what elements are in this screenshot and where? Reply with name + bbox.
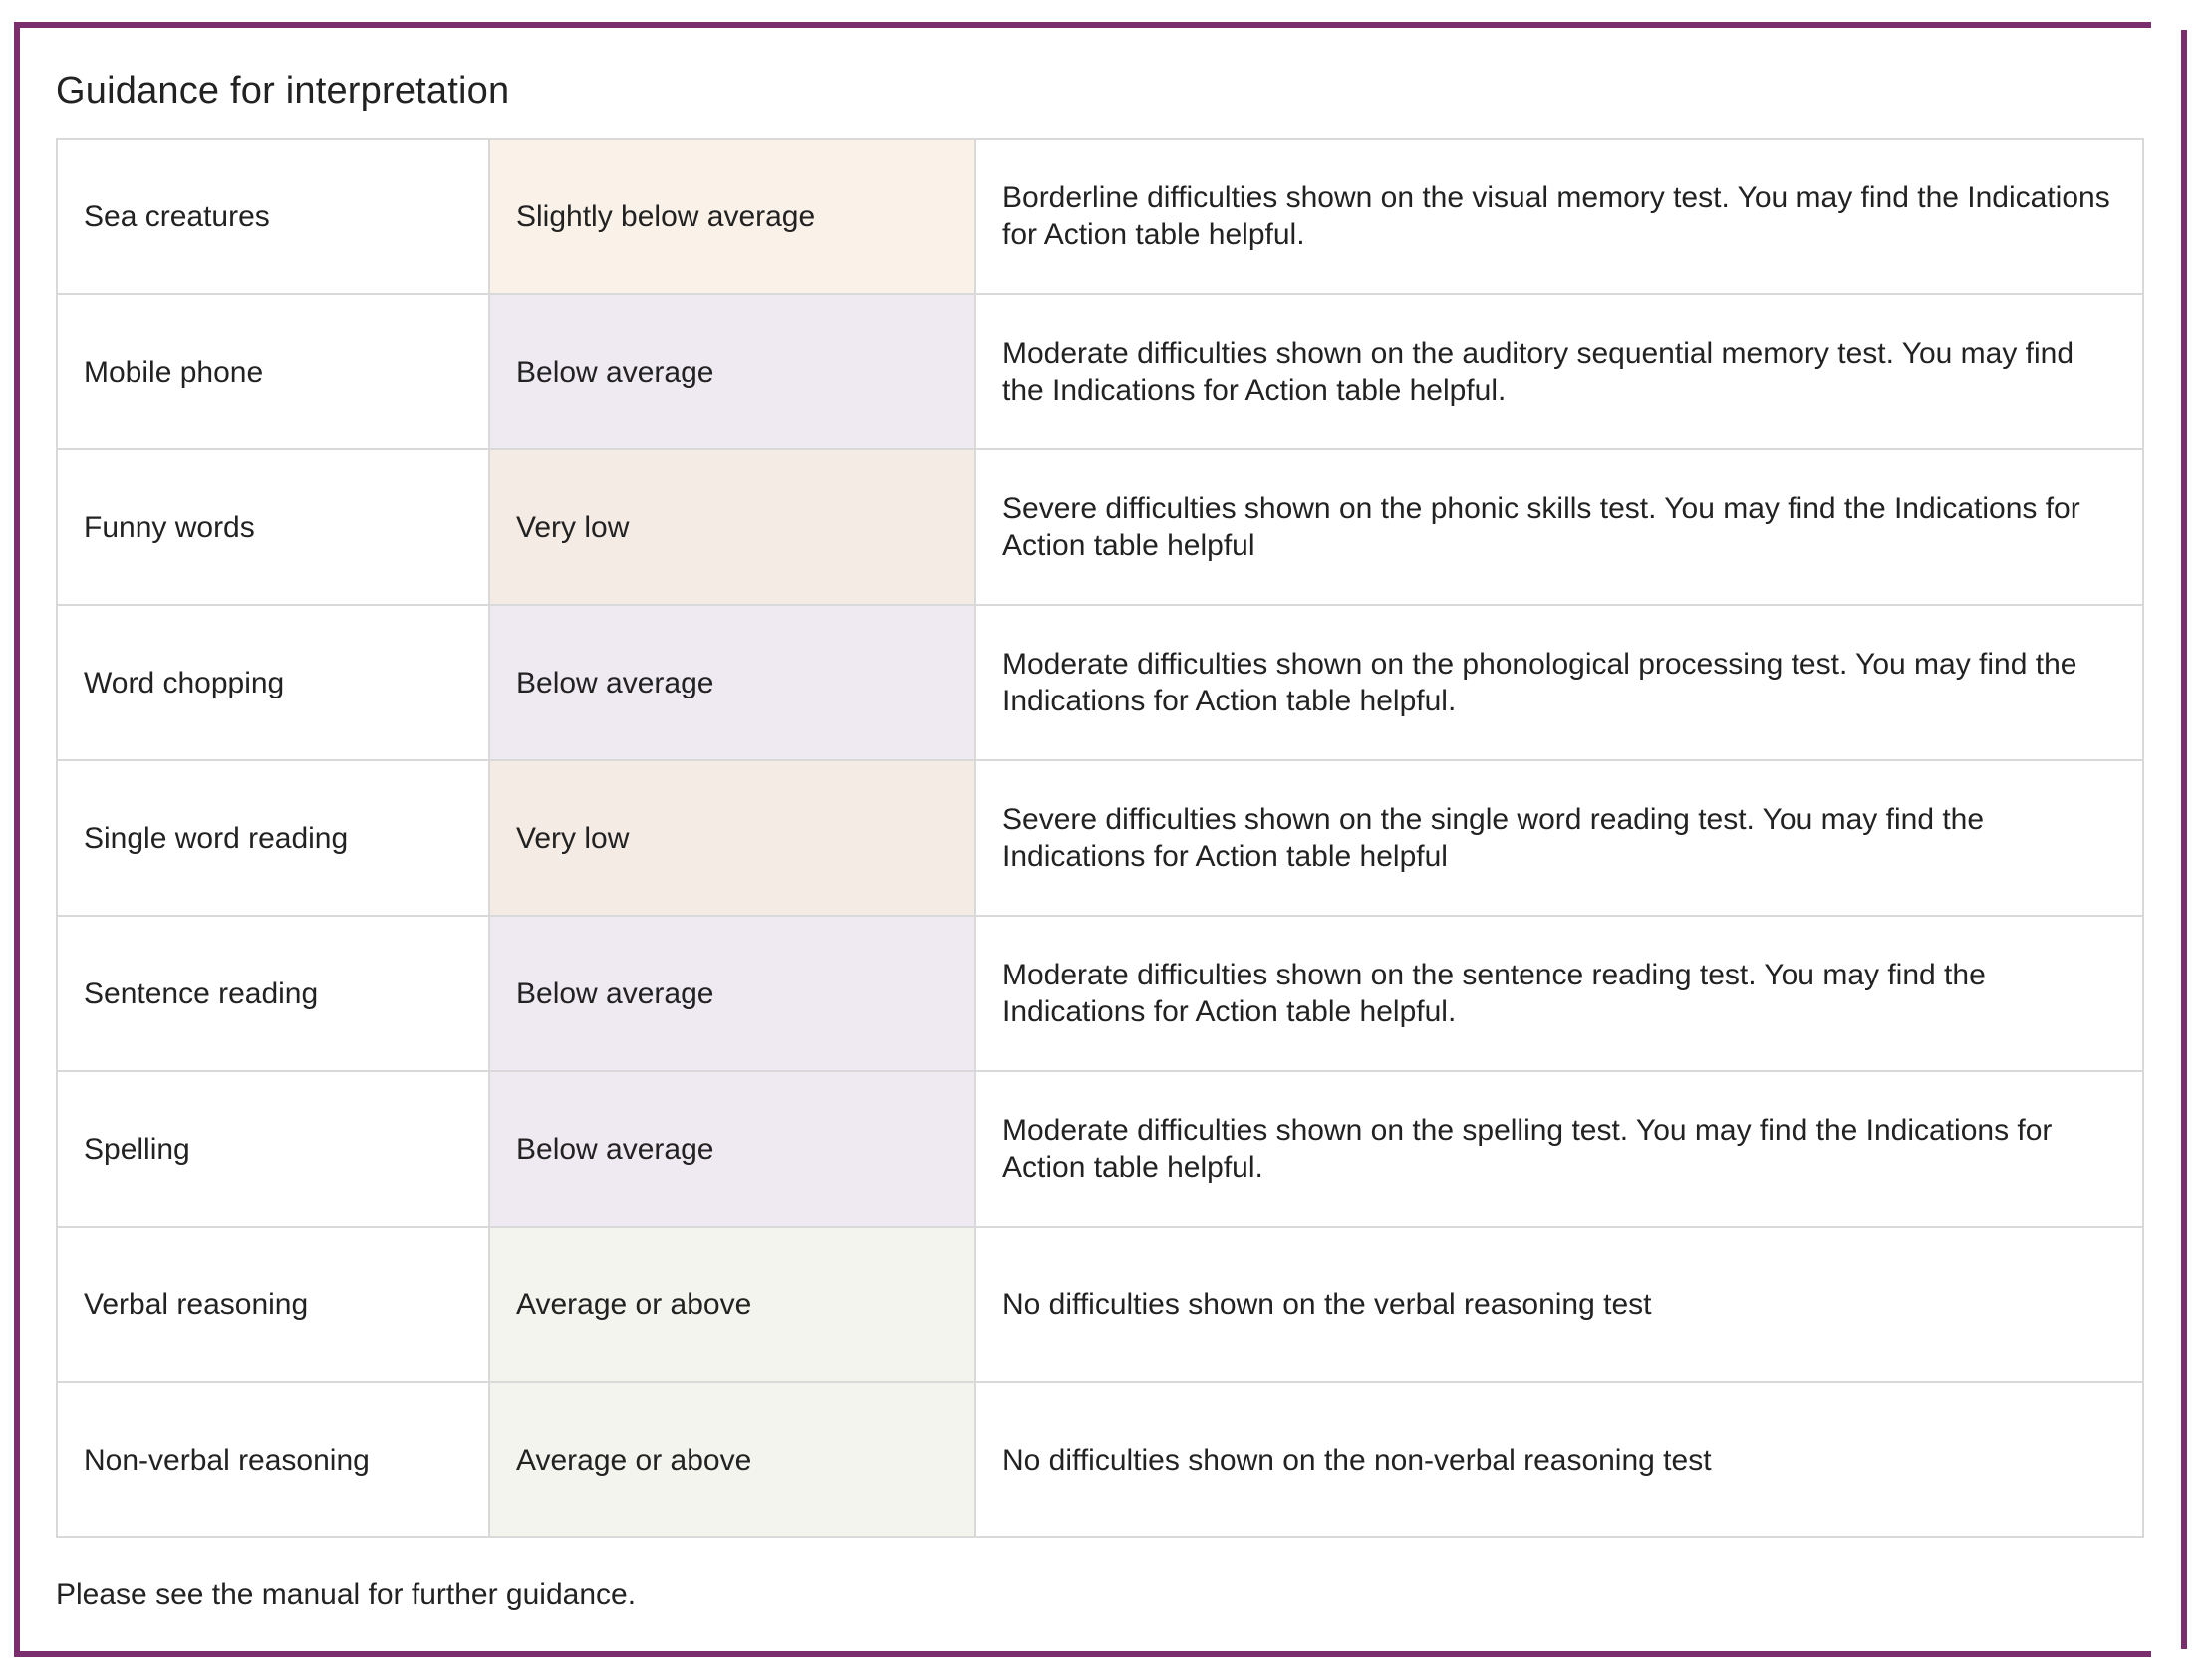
rating-cell: Average or above xyxy=(489,1227,975,1382)
frame-corner-notch xyxy=(2151,22,2187,30)
test-name-cell: Sea creatures xyxy=(57,139,489,294)
guidance-cell: Moderate difficulties shown on the auditory sequential memory test. You may find the Indications for Action table helpful. xyxy=(975,294,2143,449)
table-row xyxy=(57,1227,2143,1382)
page-title: Guidance for interpretation xyxy=(56,70,510,112)
test-name-cell: Mobile phone xyxy=(57,294,489,449)
test-name-cell: Verbal reasoning xyxy=(57,1227,489,1382)
table-row xyxy=(57,139,2143,294)
guidance-cell: Borderline difficulties shown on the visual memory test. You may find the Indications for Action table helpful. xyxy=(975,139,2143,294)
rating-cell: Average or above xyxy=(489,1382,975,1537)
table-row xyxy=(57,1382,2143,1537)
table-row xyxy=(57,760,2143,916)
test-name-cell: Spelling xyxy=(57,1071,489,1227)
rating-cell: Below average xyxy=(489,1071,975,1227)
test-name-cell: Single word reading xyxy=(57,760,489,916)
guidance-cell: Severe difficulties shown on the phonic skills test. You may find the Indications for Action table helpful xyxy=(975,449,2143,605)
footer-note: Please see the manual for further guidance. xyxy=(56,1578,637,1611)
guidance-cell: Moderate difficulties shown on the phonological processing test. You may find the Indications for Action table helpful. xyxy=(975,605,2143,760)
rating-cell: Very low xyxy=(489,760,975,916)
guidance-cell: Severe difficulties shown on the single word reading test. You may find the Indications for Action table helpful xyxy=(975,760,2143,916)
guidance-cell: No difficulties shown on the verbal reasoning test xyxy=(975,1227,2143,1382)
test-name-cell: Sentence reading xyxy=(57,916,489,1071)
table-row xyxy=(57,449,2143,605)
frame-corner-notch-bottom xyxy=(2151,1649,2187,1657)
table-row xyxy=(57,605,2143,760)
guidance-panel xyxy=(14,22,2187,1657)
rating-cell: Below average xyxy=(489,916,975,1071)
rating-cell: Slightly below average xyxy=(489,139,975,294)
guidance-cell: No difficulties shown on the non-verbal reasoning test xyxy=(975,1382,2143,1537)
table-row xyxy=(57,916,2143,1071)
test-name-cell: Funny words xyxy=(57,449,489,605)
test-name-cell: Word chopping xyxy=(57,605,489,760)
rating-cell: Very low xyxy=(489,449,975,605)
guidance-table xyxy=(56,138,2144,1538)
table-row xyxy=(57,294,2143,449)
test-name-cell: Non-verbal reasoning xyxy=(57,1382,489,1537)
rating-cell: Below average xyxy=(489,605,975,760)
guidance-cell: Moderate difficulties shown on the spelling test. You may find the Indications for Action table helpful. xyxy=(975,1071,2143,1227)
rating-cell: Below average xyxy=(489,294,975,449)
guidance-cell: Moderate difficulties shown on the sentence reading test. You may find the Indications for Action table helpful. xyxy=(975,916,2143,1071)
table-row xyxy=(57,1071,2143,1227)
